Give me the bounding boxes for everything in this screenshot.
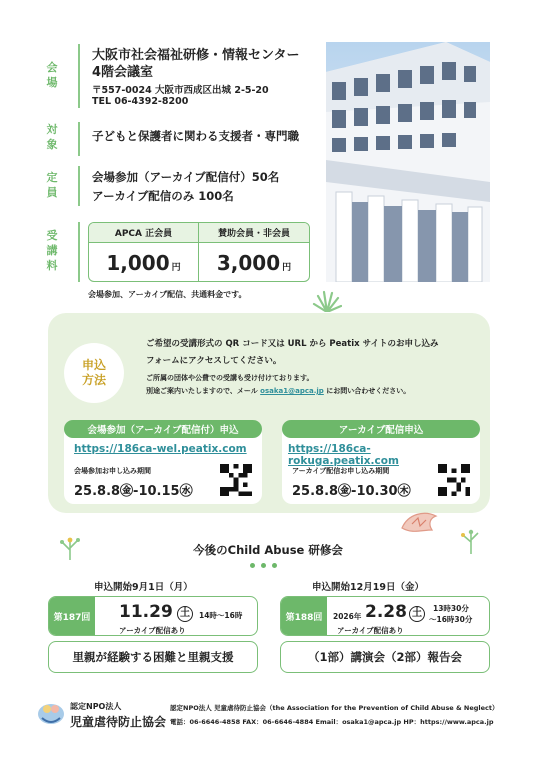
seminar-date: 11.29 bbox=[119, 602, 173, 622]
fee-table bbox=[88, 222, 310, 282]
seminar-topic: （1部）講演会（2部）報告会 bbox=[280, 641, 490, 673]
seminar-start: 申込開始9月1日（月） bbox=[94, 582, 193, 593]
qr-code-icon[interactable] bbox=[438, 464, 470, 496]
registration-venue bbox=[64, 420, 262, 504]
seminar-topic: 里親が経験する困難と里親支援 bbox=[48, 641, 258, 673]
apply-note-2 bbox=[146, 386, 410, 396]
seminar-card bbox=[48, 596, 258, 636]
apply-method-line-2: 方法 bbox=[81, 373, 106, 387]
fee-label: 受 講 料 bbox=[46, 229, 58, 272]
registration-archive-url[interactable]: https://186ca-rokuga.peatix.com bbox=[288, 443, 399, 467]
target-label: 対 象 bbox=[46, 123, 58, 151]
seminar-archive: アーカイブ配信あり bbox=[337, 626, 404, 635]
apply-note-1: ご所属の団体や公費での受講も受け付けております。 bbox=[146, 374, 314, 382]
registration-archive-title: アーカイブ配信申込 bbox=[282, 420, 480, 438]
footer-org-line: 認定NPO法人 児童虐待防止協会（the Association for the Prevention of Child Abuse & Neglect） bbox=[170, 704, 499, 712]
registration-venue-title: 会場参加（アーカイブ配信付）申込 bbox=[64, 420, 262, 438]
target-section bbox=[44, 122, 344, 156]
upcoming-title: 今後のChild Abuse 研修会 bbox=[193, 543, 343, 557]
seminar-date: 2.28 bbox=[365, 602, 407, 622]
seminar-time: 13時30分 bbox=[433, 604, 469, 613]
fee-note: 会場参加、アーカイブ配信、共通料金です。 bbox=[88, 290, 247, 299]
leaf-decoration-icon bbox=[312, 290, 342, 312]
registration-venue-period: 25.8.8㊎-10.15㊌ bbox=[74, 484, 193, 499]
qr-code-icon[interactable] bbox=[220, 464, 252, 496]
apply-note-suffix: にお問い合わせください。 bbox=[323, 387, 411, 395]
capacity-line-2: アーカイブ配信のみ 100名 bbox=[92, 189, 234, 203]
fee-member bbox=[89, 243, 199, 282]
fee-header-nonmember: 賛助会員・非会員 bbox=[199, 223, 309, 243]
venue-address: 〒557-0024 大阪市西成区出城 2-5-20 bbox=[92, 85, 269, 96]
registration-archive-period: 25.8.8㊎-10.30㊍ bbox=[292, 484, 411, 499]
venue-tel: TEL 06-4392-8200 bbox=[92, 96, 189, 107]
seminar-weekday: 土 bbox=[409, 606, 425, 622]
fee-header-member: APCA 正会員 bbox=[89, 223, 199, 243]
building-photo bbox=[326, 42, 490, 282]
seminar-number: 第187回 bbox=[49, 597, 95, 635]
seminar-time: 14時～16時 bbox=[199, 611, 243, 620]
seminar-number: 第188回 bbox=[281, 597, 327, 635]
capacity-label: 定 員 bbox=[46, 171, 58, 199]
apply-instruction-2: フォームにアクセスしてください。 bbox=[146, 356, 282, 366]
registration-archive bbox=[282, 420, 480, 504]
fee-nonmember bbox=[199, 243, 309, 282]
seminar-start: 申込開始12月19日（金） bbox=[312, 582, 424, 593]
venue-name-2: 4階会議室 bbox=[92, 65, 154, 80]
bird-decoration-icon bbox=[398, 506, 440, 538]
divider bbox=[78, 166, 80, 206]
fee-unit: 円 bbox=[282, 263, 292, 273]
apply-instruction-1: ご希望の受講形式の QR コード又は URL から Peatix サイトのお申し込み bbox=[146, 339, 439, 349]
footer-org-type: 認定NPO法人 bbox=[70, 702, 122, 711]
venue-section bbox=[44, 44, 344, 112]
apply-note-prefix: 別途ご案内いたしますので、メール bbox=[146, 387, 261, 395]
seminar-weekday: 土 bbox=[177, 606, 193, 622]
registration-venue-period-label: 会場参加お申し込み期間 bbox=[74, 467, 151, 475]
divider bbox=[78, 122, 80, 156]
fee-nonmember-value: 3,000 bbox=[216, 251, 281, 275]
seminar-time-end: ～16時30分 bbox=[429, 615, 473, 624]
registration-archive-period-label: アーカイブ配信お申し込み期間 bbox=[292, 467, 390, 475]
footer-org-name: 児童虐待防止協会 bbox=[70, 715, 167, 729]
divider bbox=[78, 44, 80, 108]
dots-divider bbox=[250, 563, 277, 568]
apply-method-line-1: 申込 bbox=[81, 358, 106, 372]
seminar-card bbox=[280, 596, 490, 636]
seminar-year: 2026年 bbox=[333, 612, 362, 621]
organization-logo bbox=[36, 698, 66, 726]
seminar-archive: アーカイブ配信あり bbox=[119, 626, 186, 635]
registration-venue-url[interactable]: https://186ca-wel.peatix.com bbox=[74, 443, 247, 455]
capacity-section bbox=[44, 166, 344, 204]
apply-method-badge bbox=[64, 343, 124, 403]
footer-contact-line: 電話：06-6646-4858 FAX：06-6646-4884 Email：osaka1@apca.jp HP：https://www.apca.jp bbox=[170, 718, 494, 726]
capacity-line-1: 会場参加（アーカイブ配信付）50名 bbox=[92, 170, 280, 184]
divider bbox=[78, 222, 80, 282]
fee-member-value: 1,000 bbox=[106, 251, 170, 275]
contact-email-link[interactable]: osaka1@apca.jp bbox=[260, 387, 324, 395]
venue-label: 会 場 bbox=[46, 61, 58, 89]
fee-unit: 円 bbox=[171, 263, 181, 273]
venue-name-1: 大阪市社会福祉研修・情報センター bbox=[92, 48, 300, 63]
target-text: 子どもと保護者に関わる支援者・専門職 bbox=[92, 129, 299, 143]
